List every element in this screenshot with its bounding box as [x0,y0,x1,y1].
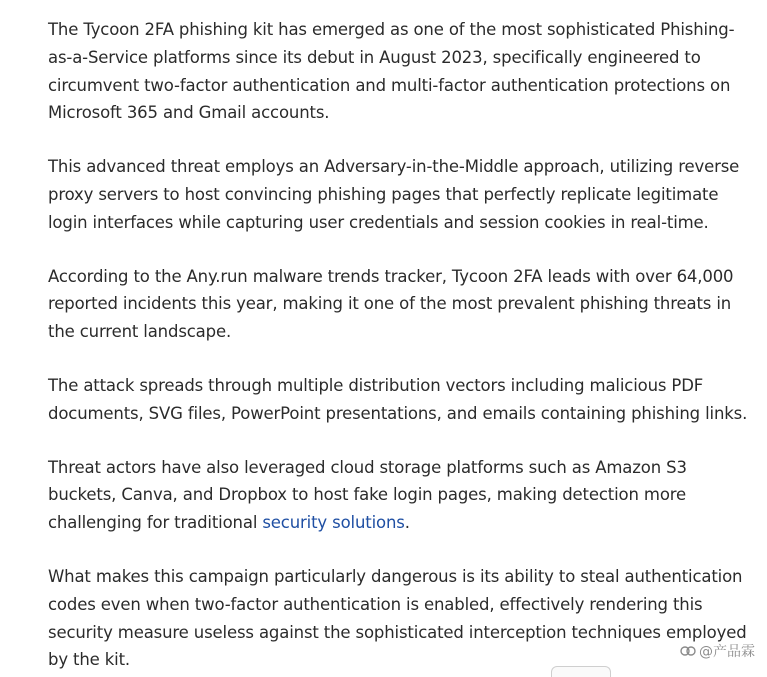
watermark-logo-icon [680,643,696,659]
paragraph-5-end: . [404,513,410,533]
paragraph-5 [48,454,748,537]
scroll-tab-handle[interactable] [551,666,611,677]
paragraph-3: According to the Any.run malware trends tracker, Tycoon 2FA leads with over 64,000 reported incidents this year, making it one of the most prevalent phishing threats in the current landscape. [48,266,734,342]
paragraph-5-text: Threat actors have also leveraged cloud storage platforms such as Amazon S3 buckets, Canva, and Dropbox to host fake login pages, making detection more challenging for traditional [48,457,687,533]
paragraph-6: What makes this campaign particularly dangerous is its ability to steal authentication codes even when two-factor authentication is enabled, effectively rendering this security measure useless against the sophisticated interception techniques employed by the kit. [48,566,747,670]
paragraph-4: The attack spreads through multiple distribution vectors including malicious PDF documents, SVG files, PowerPoint presentations, and emails containing phishing links. [48,375,748,423]
paragraph-2: This advanced threat employs an Adversary-in-the-Middle approach, utilizing reverse proxy servers to host convincing phishing pages that perfectly replicate legitimate login interfaces while capturing user credentials and session cookies in real-time. [48,157,740,232]
watermark [680,641,755,661]
security-solutions-link[interactable]: security solutions [262,513,405,533]
paragraph-1: The Tycoon 2FA phishing kit has emerged as one of the most sophisticated Phishing-as-a-Service platforms since its debut in August 2023, specifically engineered to circumvent two-factor authentication and multi-factor authentication protections on Microsoft 365 and Gmail accounts. [48,20,735,123]
article-body [48,16,748,677]
watermark-text: @产品霖 [699,644,755,660]
